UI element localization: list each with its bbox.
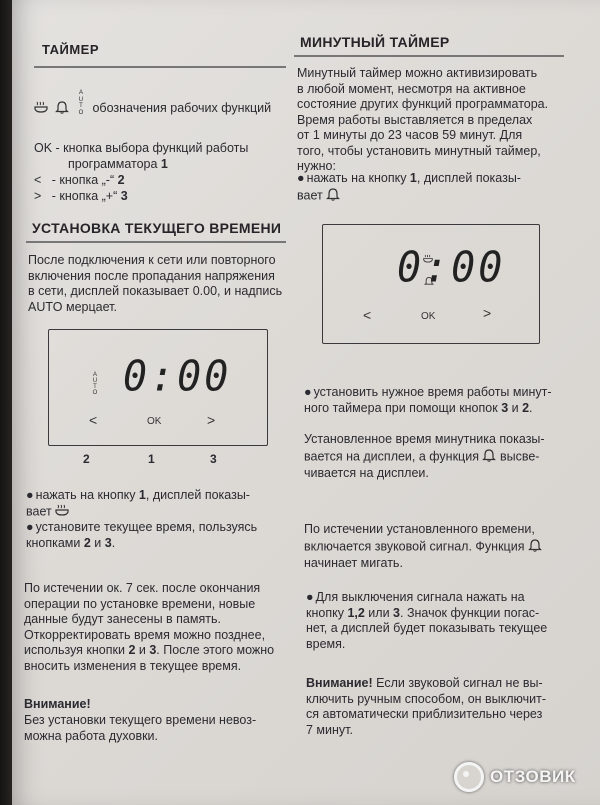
minus-line: < - кнопка „-“ 2 bbox=[34, 173, 125, 187]
right-attention: Внимание! Если звуковой сигнал не вы- ключить ручным способом, он выключит- ся автоматически приблизительно через 7 минут. bbox=[306, 676, 547, 737]
bell-icon bbox=[528, 538, 542, 557]
timer-heading-rule bbox=[34, 66, 286, 68]
clock-digits: 0:00 bbox=[123, 352, 232, 402]
clock-digits: 0:00 bbox=[397, 243, 506, 293]
minus-key[interactable]: < bbox=[89, 412, 98, 428]
right-bullet-2: ● установить нужное время работы минут- bbox=[304, 385, 552, 399]
minute-timer-para-1: Минутный таймер можно активизировать в любой момент, несмотря на активное состояние других функций программатора. Время работы выставляется в пределах от 1 минуты до 23 часов 59 минут. Для того, чтобы установить минутный таймер, нужно: bbox=[297, 66, 549, 173]
minus-key[interactable]: < bbox=[363, 307, 372, 323]
otzovik-watermark: ОТЗОВИК bbox=[454, 760, 594, 794]
right-bullet-1-cont: вает bbox=[297, 187, 340, 206]
left-bullet-2-cont: кнопками 2 и 3. bbox=[26, 536, 116, 550]
key-label-1: 1 bbox=[148, 452, 155, 466]
pot-icon bbox=[34, 101, 48, 118]
clock-display-right bbox=[322, 224, 540, 344]
time-heading: УСТАНОВКА ТЕКУЩЕГО ВРЕМЕНИ bbox=[32, 220, 282, 236]
plus-line: > - кнопка „+“ 3 bbox=[34, 189, 128, 203]
auto-indicator: A U T O bbox=[92, 372, 98, 396]
time-para-2: По истечении ок. 7 сек. после окончания операции по установке времени, новые данные будут занесены в память. Откорректировать время можно позднее, используя кнопки 2 и 3. После этого можно вносить изменения в текущее время. bbox=[24, 581, 275, 673]
right-para-2: Установленное время минутника показы- вается на дисплеи, а функция высве- чивается на дисплеи. bbox=[304, 432, 545, 480]
plus-key[interactable]: > bbox=[207, 412, 216, 428]
plus-key[interactable]: > bbox=[483, 305, 492, 321]
auto-vertical-label: A U T O bbox=[78, 90, 84, 116]
minute-timer-heading: МИНУТНЫЙ ТАЙМЕР bbox=[300, 34, 450, 50]
right-bullet-1: ● нажать на кнопку 1, дисплей показы- bbox=[297, 171, 521, 185]
bell-icon bbox=[55, 100, 69, 119]
left-bullet-2: ● установите текущее время, пользуясь bbox=[26, 520, 258, 534]
ok-line-2: программатора 1 bbox=[68, 157, 168, 171]
manual-page bbox=[12, 0, 600, 805]
right-bullet-3: ● Для выключения сигнала нажать на кнопку 1,2 или 3. Значок функции погас- нет, а дисплей будет показывать текущее время. bbox=[306, 590, 548, 651]
key-label-3: 3 bbox=[210, 452, 217, 466]
ok-key[interactable]: OK bbox=[147, 416, 162, 427]
timer-heading: ТАЙМЕР bbox=[42, 42, 100, 57]
key-label-2: 2 bbox=[83, 452, 90, 466]
time-para-1: После подключения к сети или повторного включения после пропадания напряжения в сети, дисплей показывает 0.00, и надпись AUTO мерцает. bbox=[28, 253, 283, 314]
left-bullet-1: ● нажать на кнопку 1, дисплей показы- bbox=[26, 488, 250, 502]
right-bullet-2-cont: ного таймера при помощи кнопок 3 и 2. bbox=[304, 401, 533, 415]
ok-line-1: OK - кнопка выбора функций работы bbox=[34, 141, 249, 155]
clock-display-left bbox=[48, 329, 268, 446]
time-heading-rule bbox=[26, 241, 286, 243]
otzovik-logo-icon bbox=[454, 762, 484, 792]
pot-icon bbox=[55, 504, 69, 521]
bell-icon bbox=[326, 187, 340, 206]
left-attention-label: Внимание! bbox=[24, 697, 91, 711]
left-attention-text: Без установки текущего времени невоз- можна работа духовки. bbox=[24, 713, 257, 743]
bell-icon bbox=[482, 448, 496, 467]
symbols-text: обозначения рабочих функций bbox=[92, 101, 272, 116]
ok-key[interactable]: OK bbox=[421, 311, 436, 322]
right-para-3: По истечении установленного времени, включается звуковой сигнал. Функция начинает мигать. bbox=[304, 522, 542, 572]
minute-timer-rule bbox=[294, 55, 564, 57]
left-bullet-1-cont: вает bbox=[26, 504, 69, 521]
symbols-row bbox=[34, 90, 272, 122]
